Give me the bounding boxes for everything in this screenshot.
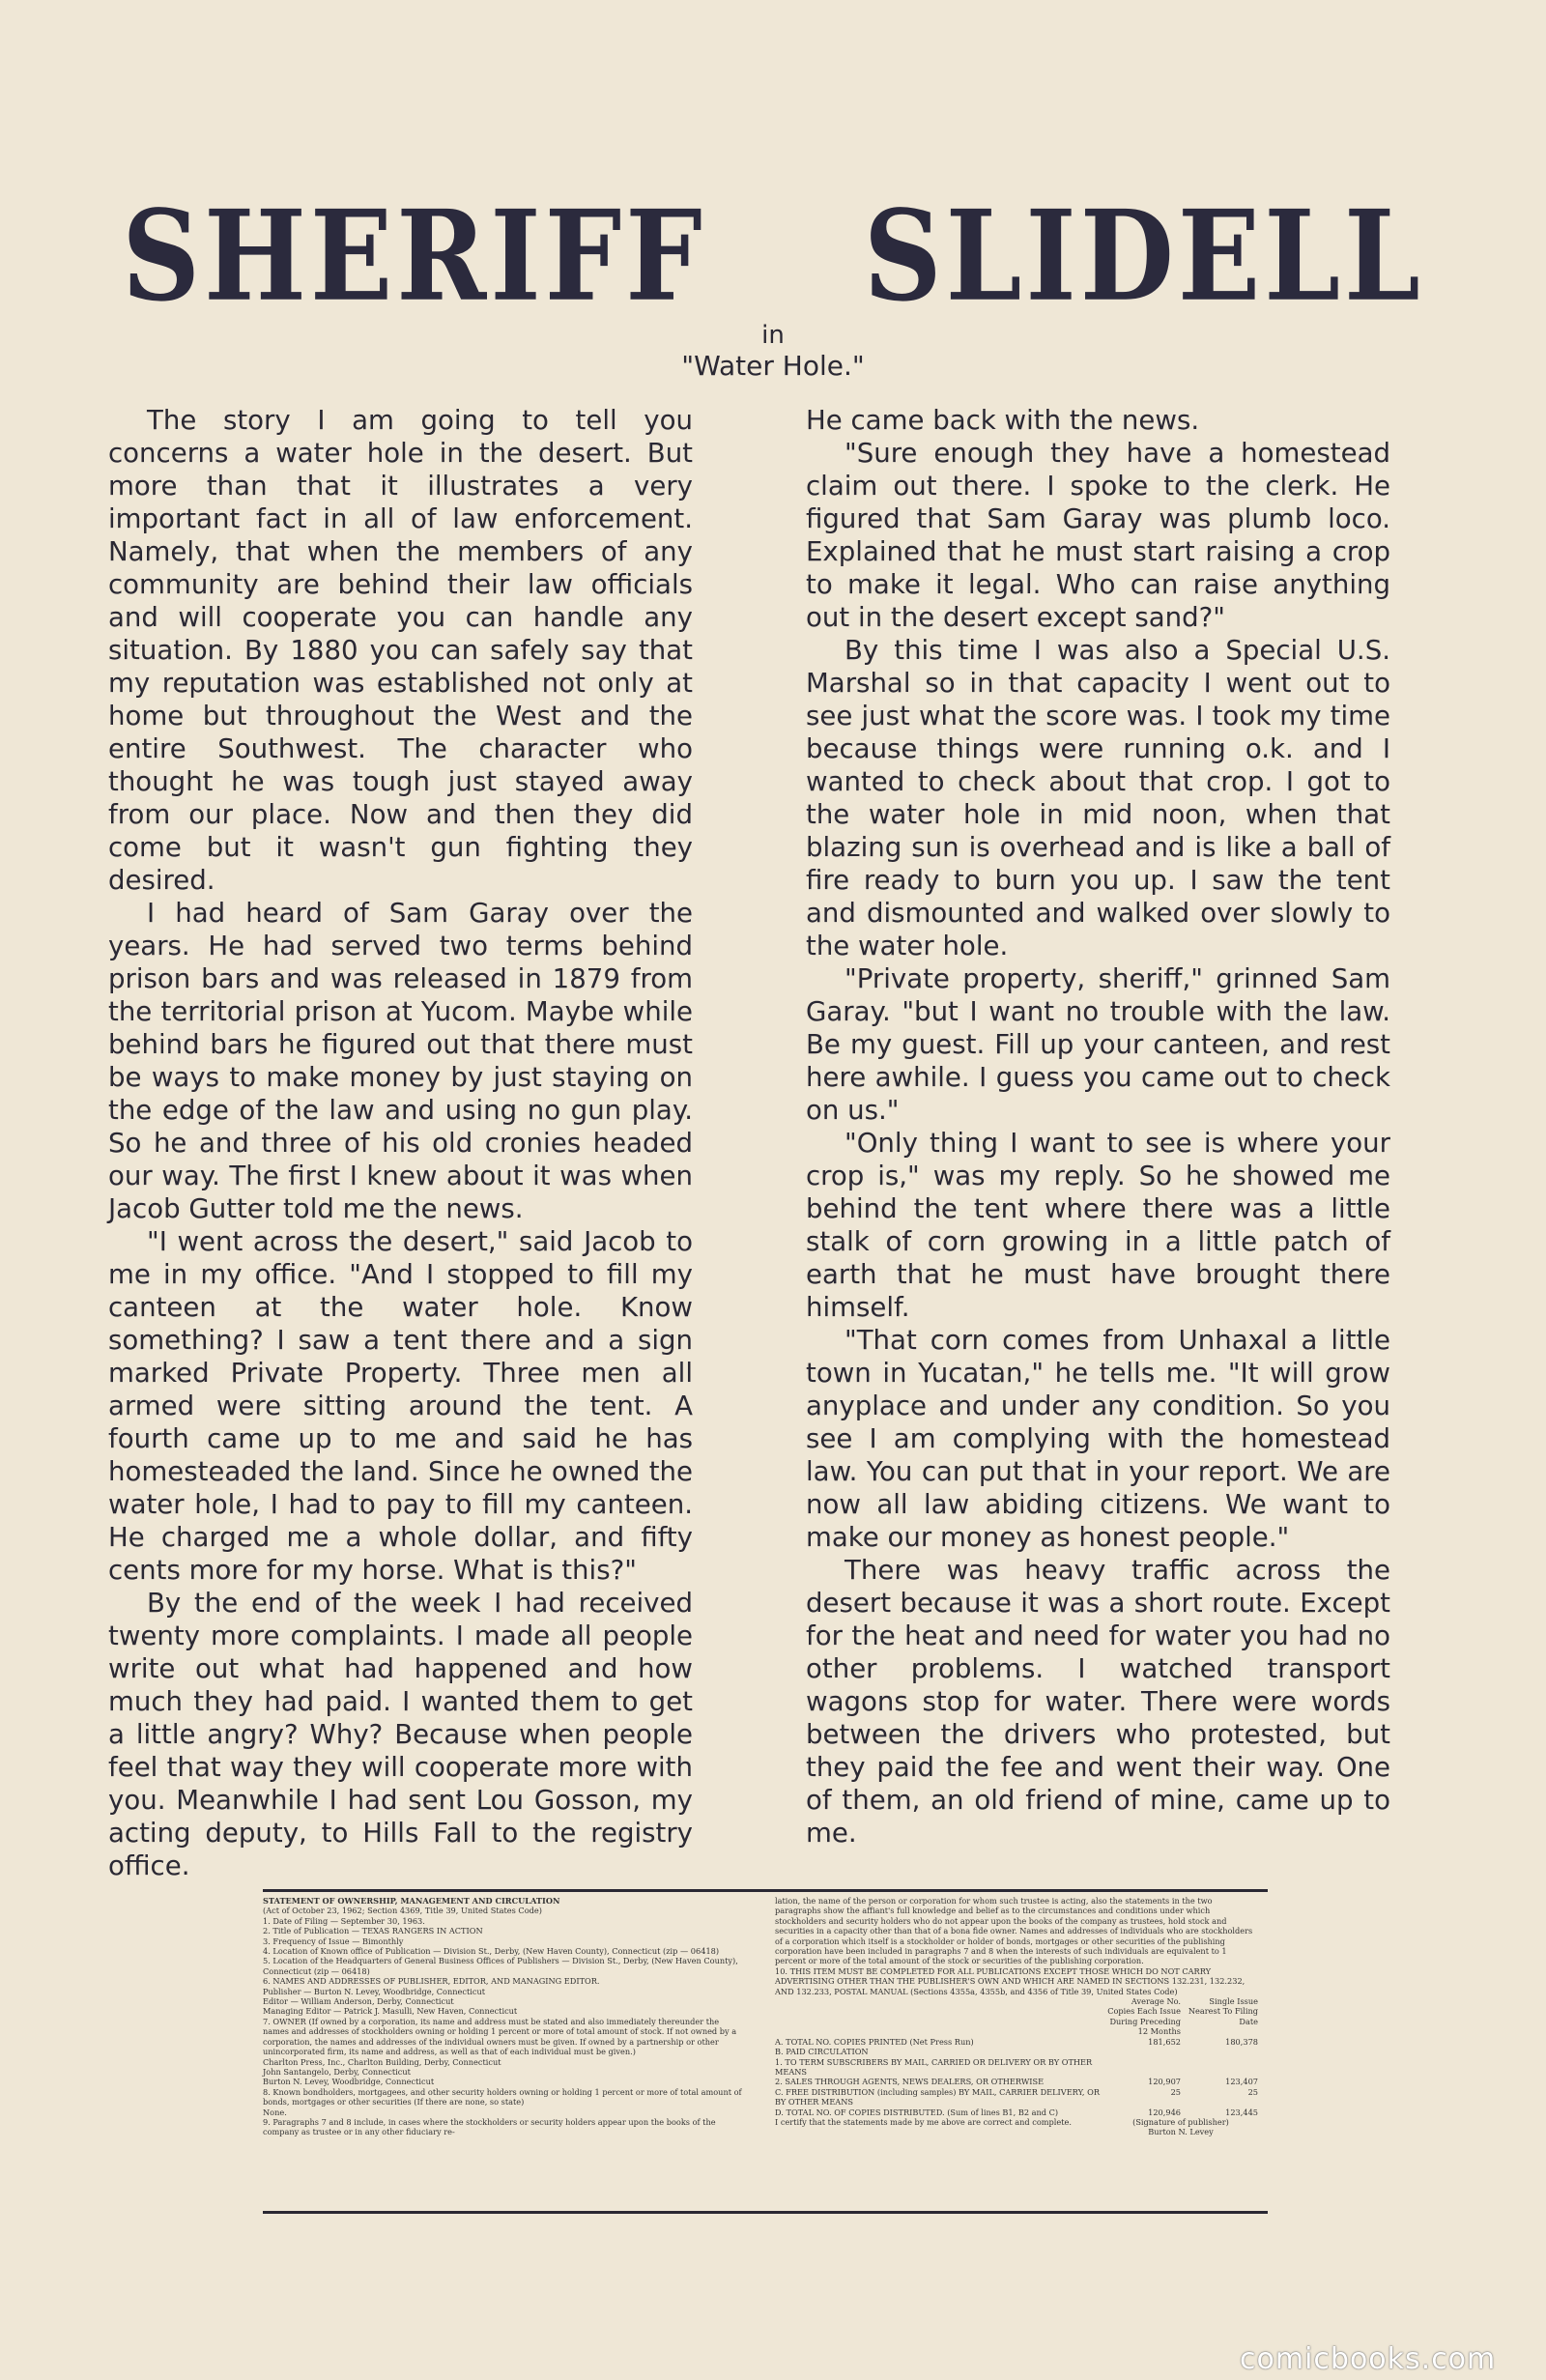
statement-line: John Santangelo, Derby, Connecticut bbox=[263, 2066, 411, 2077]
statement-line: 5. Location of the Headquarters of General Business Offices of Publishers — Division St., Derby, (New Haven County), Connecticut (zip — 06418) bbox=[263, 1956, 738, 1976]
signature-block bbox=[1103, 2117, 1258, 2137]
circulation-row bbox=[775, 2037, 1258, 2047]
circulation-row bbox=[775, 2057, 1258, 2078]
circulation-avg: 120,946 bbox=[1148, 2107, 1181, 2117]
circulation-label: B. PAID CIRCULATION bbox=[775, 2047, 869, 2057]
title-connector: in bbox=[761, 321, 785, 350]
circulation-header bbox=[775, 1996, 1258, 2037]
circulation-avg: 181,652 bbox=[1148, 2036, 1181, 2047]
site-watermark: comicbooks.com bbox=[1240, 2342, 1497, 2376]
statement-line: Publisher — Burton N. Levey, Woodbridge, Connecticut bbox=[263, 1986, 486, 1996]
circulation-label: 1. TO TERM SUBSCRIBERS BY MAIL, CARRIED OR DELIVERY OR BY OTHER MEANS bbox=[775, 2056, 1093, 2077]
ownership-statement bbox=[263, 1889, 1268, 2214]
statement-line: 4. Location of Known office of Publication — Division St., Derby, (New Haven County), Connecticut (zip — 06418) bbox=[263, 1946, 720, 1957]
circulation-avg: 25 bbox=[1170, 2086, 1181, 2097]
paragraph: By this time I was also a Special U.S. Marshal so in that capacity I went out to see just what the score was. I took my time because things were running o.k. and I wanted to check about that crop. I got to the water hole in mid noon, when that blazing sun is overhead and is like a ball of fire ready to burn you up. I saw the tent and dismounted and walked over slowly to the water hole. bbox=[806, 634, 1390, 961]
statement-line: None. bbox=[263, 2107, 287, 2117]
left-column bbox=[108, 404, 693, 1882]
circulation-avg bbox=[1103, 2057, 1181, 2078]
certify-text: I certify that the statements made by me above are correct and complete. bbox=[775, 2116, 1072, 2127]
statement-line: 6. NAMES AND ADDRESSES OF PUBLISHER, EDITOR, AND MANAGING EDITOR. bbox=[263, 1976, 600, 1987]
statement-line: Managing Editor — Patrick J. Masulli, New Haven, Connecticut bbox=[263, 2006, 518, 2017]
paragraph: The story I am going to tell you concerns a water hole in the desert. But more than that it illustrates a very important fact in all of law enforcement. Namely, that when the members of any community are behind their law officials and will cooperate you can handle any situation. By 1880 you can safely say that my reputation was established not only at home but throughout the West and the entire Southwest. The character who thought he was tough just stayed away from our place. Now and then they did come but it wasn't gun fighting they desired. bbox=[108, 404, 693, 896]
circulation-label: 2. SALES THROUGH AGENTS, NEWS DEALERS, OR OTHERWISE bbox=[775, 2077, 1045, 2087]
circulation-row bbox=[775, 2077, 1258, 2086]
paragraph: I had heard of Sam Garay over the years. He had served two terms behind prison bars and was released in 1879 from the territorial prison at Yucom. Maybe while behind bars he figured out that there must be ways to make money by just staying on the edge of the law and using no gun play. So he and three of his old cronies headed our way. The first I knew about it was when Jacob Gutter told me the news. bbox=[108, 897, 693, 1224]
paragraph: "Private property, sheriff," grinned Sam Garay. "but I want no trouble with the law. Be my guest. Fill up your canteen, and rest here awhile. I guess you came out to check on us." bbox=[806, 962, 1390, 1126]
page-title: SHERIFF SLIDELL bbox=[122, 184, 1424, 330]
paragraph: "Only thing I want to see is where your crop is," was my reply. So he showed me behind the tent where there was a little stalk of corn growing in a little patch of earth that he must have brought there himself. bbox=[806, 1127, 1390, 1323]
statement-line: Editor — William Anderson, Derby, Connecticut bbox=[263, 1996, 454, 2007]
circulation-row bbox=[775, 2047, 1258, 2056]
circulation-avg bbox=[1103, 2047, 1181, 2056]
circulation-row bbox=[775, 2087, 1258, 2108]
circulation-single: 180,378 bbox=[1225, 2036, 1258, 2047]
statement-line: Burton N. Levey, Woodbridge, Connecticut bbox=[263, 2077, 435, 2087]
statement-line: 3. Frequency of Issue — Bimonthly bbox=[263, 1936, 404, 1946]
certification-row bbox=[775, 2117, 1258, 2137]
statement-right-column bbox=[775, 1896, 1258, 2137]
story-title: "Water Hole." bbox=[681, 350, 865, 382]
statement-line: 7. OWNER (If owned by a corporation, its name and address must be stated and also immediately thereunder the names and addresses of stockholders owning or holding 1 percent or more of total amount of stock. If not owned by a corporation, the names and addresses of the individual owners must be given. If owned by a partnership or other unincorporated firm, its name and address, as well as that of each individual must be given.) bbox=[263, 2016, 737, 2057]
right-column bbox=[806, 404, 1390, 1850]
column-header: Single Issue Nearest To Filing Date bbox=[1188, 1996, 1258, 2026]
column-header: Average No. Copies Each Issue During Preceding 12 Months bbox=[1107, 1996, 1181, 2037]
signature-label: (Signature of publisher) bbox=[1132, 2116, 1229, 2127]
paragraph: "That corn comes from Unhaxal a little town in Yucatan," he tells me. "It will grow anyplace and under any condition. So you see I am complying with the homestead law. You can put that in your report. We are now all law abiding citizens. We want to make our money as honest people." bbox=[806, 1324, 1390, 1553]
statement-line: 10. THIS ITEM MUST BE COMPLETED FOR ALL PUBLICATIONS EXCEPT THOSE WHICH DO NOT CARRY ADVERTISING OTHER THAN THE PUBLISHER'S OWN AND WHICH ARE NAMED IN SECTIONS 132.231, 132.232, AND 132.233, POSTAL MANUAL (Sections 4355a, 4355b, and 4356 of Title 39, United States Code) bbox=[775, 1965, 1245, 1996]
circulation-single: 123,445 bbox=[1225, 2107, 1258, 2117]
circulation-label: C. FREE DISTRIBUTION (including samples) BY MAIL, CARRIER DELIVERY, OR BY OTHER MEANS bbox=[775, 2086, 1101, 2108]
statement-line: (Act of October 23, 1962; Section 4369, Title 39, United States Code) bbox=[263, 1906, 542, 1916]
statement-line: lation, the name of the person or corporation for whom such trustee is acting, also the statements in the two paragraphs show the affiant's full knowledge and belief as to the circumstances and conditions under which stockholders and security holders who do not appear upon the books of the company as trustees, hold stock and securities in a capacity other than that of a bona fide owner. Names and addresses of individuals who are stockholders of a corporation which itself is a stockholder or holder of bonds, mortgages or other securities of the publishing corporation have been included in paragraphs 7 and 8 when the interests of such individuals are equivalent to 1 percent or more of the total amount of the stock or securities of the publishing corporation. bbox=[775, 1896, 1253, 1966]
statement-line: Charlton Press, Inc., Charlton Building, Derby, Connecticut bbox=[263, 2056, 501, 2067]
paragraph: He came back with the news. bbox=[806, 404, 1200, 436]
statement-line: 8. Known bondholders, mortgagees, and other security holders owning or holding 1 percent or more of total amount of bonds, mortgages or other securities (If there are none, so state) bbox=[263, 2086, 742, 2108]
circulation-row bbox=[775, 2108, 1258, 2117]
statement-heading: STATEMENT OF OWNERSHIP, MANAGEMENT AND CIRCULATION bbox=[263, 1896, 560, 1906]
statement-line: 1. Date of Filing — September 30, 1963. bbox=[263, 1915, 425, 1926]
signature-name: Burton N. Levey bbox=[1148, 2127, 1214, 2137]
paragraph: There was heavy traffic across the desert because it was a short route. Except for the heat and need for water you had no other problems. I watched transport wagons stop for water. There were words between the drivers who protested, but they paid the fee and went their way. One of them, an old friend of mine, came up to me. bbox=[806, 1554, 1390, 1849]
circulation-single: 25 bbox=[1247, 2086, 1258, 2097]
circulation-avg: 120,907 bbox=[1148, 2077, 1181, 2087]
paragraph: "I went across the desert," said Jacob to me in my office. "And I stopped to fill my canteen at the water hole. Know something? I saw a tent there and a sign marked Private Property. Three men all armed were sitting around the tent. A fourth came up to me and said he has homesteaded the land. Since he owned the water hole, I had to pay to fill my canteen. He charged me a whole dollar, and fifty cents more for my horse. What is this?" bbox=[108, 1225, 693, 1586]
circulation-single bbox=[1181, 2057, 1258, 2078]
paragraph: "Sure enough they have a homestead claim out there. I spoke to the clerk. He figured that Sam Garay was plumb loco. Explained that he must start raising a crop to make it legal. Who can raise anything out in the desert except sand?" bbox=[806, 437, 1390, 633]
circulation-label: D. TOTAL NO. OF COPIES DISTRIBUTED. (Sum of lines B1, B2 and C) bbox=[775, 2107, 1059, 2117]
statement-left-column bbox=[263, 1896, 746, 2137]
circulation-single bbox=[1181, 2047, 1258, 2056]
statement-line: 2. Title of Publication — TEXAS RANGERS IN ACTION bbox=[263, 1926, 483, 1936]
statement-line: 9. Paragraphs 7 and 8 include, in cases where the stockholders or security holders appear upon the books of the company as trustee or in any other fiduciary re- bbox=[263, 2116, 716, 2137]
paragraph: By the end of the week I had received twenty more complaints. I made all people write out what had happened and how much they had paid. I wanted them to get a little angry? Why? Because when people feel that way they will cooperate more with you. Meanwhile I had sent Lou Gosson, my acting deputy, to Hills Fall to the registry office. bbox=[108, 1587, 693, 1881]
circulation-label: A. TOTAL NO. COPIES PRINTED (Net Press Run) bbox=[775, 2036, 974, 2047]
circulation-single: 123,407 bbox=[1225, 2077, 1258, 2087]
